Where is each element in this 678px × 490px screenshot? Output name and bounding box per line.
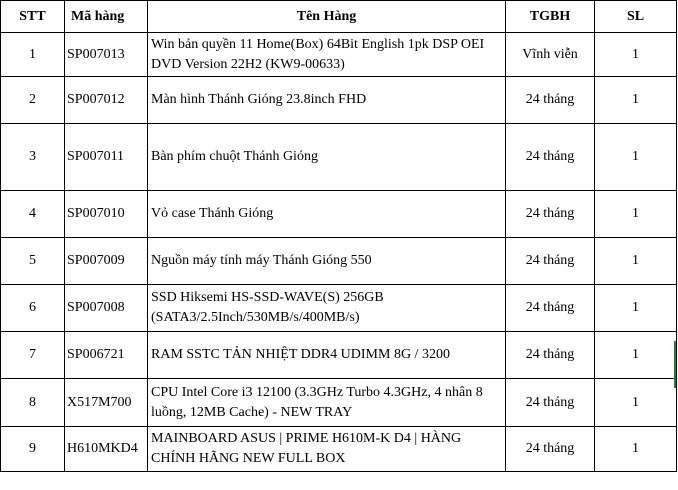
- cell-sl: 1: [595, 33, 677, 77]
- cell-ten-hang: Vỏ case Thánh Gióng: [148, 191, 506, 238]
- cell-ma-hang: SP007008: [65, 285, 148, 332]
- cell-ma-hang: SP007009: [65, 238, 148, 285]
- cell-stt: 3: [1, 124, 65, 191]
- cell-ten-hang: RAM SSTC TẢN NHIỆT DDR4 UDIMM 8G / 3200: [148, 332, 506, 379]
- cell-tgbh: 24 tháng: [506, 191, 595, 238]
- cell-sl: 1: [595, 285, 677, 332]
- cell-sl: 1: [595, 427, 677, 472]
- cell-tgbh: 24 tháng: [506, 427, 595, 472]
- cell-sl: 1: [595, 332, 677, 379]
- cell-ten-hang: CPU Intel Core i3 12100 (3.3GHz Turbo 4.3GHz, 4 nhân 8 luồng, 12MB Cache) - NEW TRAY: [148, 379, 506, 427]
- cell-ma-hang: SP006721: [65, 332, 148, 379]
- selection-edge: [674, 341, 676, 388]
- cell-sl: 1: [595, 379, 677, 427]
- cell-ten-hang: Màn hình Thánh Gióng 23.8inch FHD: [148, 77, 506, 124]
- table-row: [1, 427, 677, 472]
- cell-ma-hang: SP007012: [65, 77, 148, 124]
- cell-ten-hang: MAINBOARD ASUS | PRIME H610M-K D4 | HÀNG CHÍNH HÃNG NEW FULL BOX: [148, 427, 506, 472]
- cell-tgbh: 24 tháng: [506, 124, 595, 191]
- header-tgbh: TGBH: [506, 1, 595, 33]
- header-stt: STT: [1, 1, 65, 33]
- cell-ma-hang: SP007010: [65, 191, 148, 238]
- cell-stt: 2: [1, 77, 65, 124]
- cell-ten-hang: Nguồn máy tính máy Thánh Gióng 550: [148, 238, 506, 285]
- cell-ma-hang: SP007011: [65, 124, 148, 191]
- cell-ma-hang: X517M700: [65, 379, 148, 427]
- cell-stt: 9: [1, 427, 65, 472]
- cell-sl: 1: [595, 191, 677, 238]
- table-row: [1, 33, 677, 77]
- cell-sl: 1: [595, 238, 677, 285]
- cell-sl: 1: [595, 77, 677, 124]
- header-ten-hang: Tên Hàng: [148, 1, 506, 33]
- cell-stt: 5: [1, 238, 65, 285]
- cell-stt: 4: [1, 191, 65, 238]
- header-sl: SL: [595, 1, 677, 33]
- cell-sl: 1: [595, 124, 677, 191]
- table-row: [1, 191, 677, 238]
- cell-tgbh: 24 tháng: [506, 379, 595, 427]
- table-row: [1, 238, 677, 285]
- table-row: [1, 379, 677, 427]
- header-ma-hang: Mã hàng: [65, 1, 148, 33]
- cell-ten-hang: SSD Hiksemi HS-SSD-WAVE(S) 256GB (SATA3/2.5Inch/530MB/s/400MB/s): [148, 285, 506, 332]
- cell-ma-hang: SP007013: [65, 33, 148, 77]
- table-row: [1, 77, 677, 124]
- table-row: [1, 124, 677, 191]
- cell-ten-hang: Bàn phím chuột Thánh Gióng: [148, 124, 506, 191]
- header-row: [1, 1, 677, 33]
- cell-tgbh: 24 tháng: [506, 77, 595, 124]
- cell-tgbh: 24 tháng: [506, 332, 595, 379]
- cell-stt: 7: [1, 332, 65, 379]
- cell-tgbh: 24 tháng: [506, 285, 595, 332]
- cell-tgbh: 24 tháng: [506, 238, 595, 285]
- cell-stt: 8: [1, 379, 65, 427]
- cell-stt: 6: [1, 285, 65, 332]
- cell-ma-hang: H610MKD4: [65, 427, 148, 472]
- cell-ten-hang: Win bản quyền 11 Home(Box) 64Bit English 1pk DSP OEI DVD Version 22H2 (KW9-00633): [148, 33, 506, 77]
- cell-stt: 1: [1, 33, 65, 77]
- table-row: [1, 285, 677, 332]
- table-row: [1, 332, 677, 379]
- cell-tgbh: Vĩnh viễn: [506, 33, 595, 77]
